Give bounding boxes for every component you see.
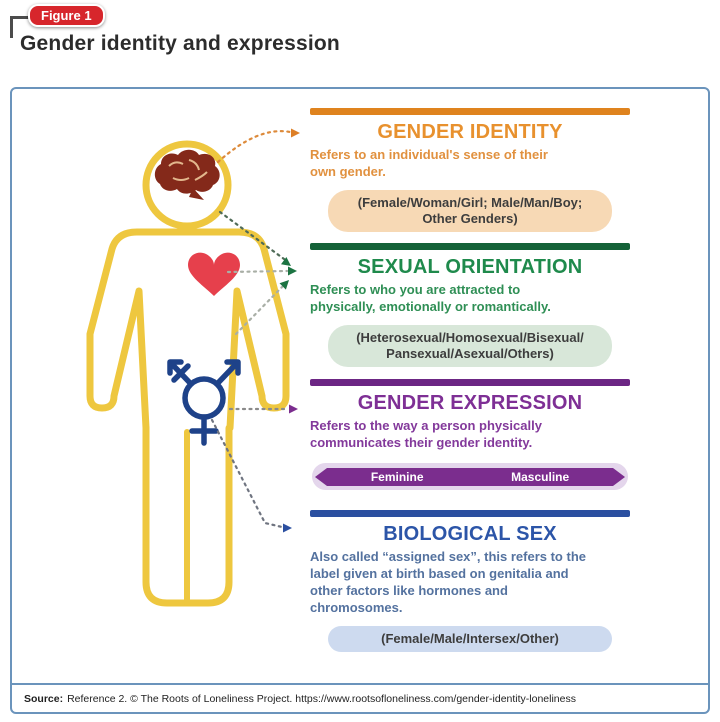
section-bar	[310, 108, 630, 115]
figure-badge: Figure 1	[28, 4, 105, 27]
source-text: Reference 2. © The Roots of Loneliness Project. https://www.rootsofloneliness.com/gender-identity-loneliness	[67, 692, 576, 705]
section-biological-sex	[310, 510, 630, 652]
spectrum-masculine-label: Masculine	[511, 469, 570, 484]
section-description: Refers to the way a person physically communicates their gender identity.	[310, 418, 542, 450]
source-label: Source:	[24, 692, 64, 705]
section-heading: SEXUAL ORIENTATION	[357, 256, 583, 278]
main-box	[10, 87, 710, 714]
section-bar	[310, 379, 630, 386]
section-values-pill: (Heterosexual/Homosexual/Bisexual/ Pansexual/Asexual/Others)	[328, 325, 612, 367]
section-description: Also called “assigned sex”, this refers to the label given at birth based on genitalia and other factors like hormones and chromosomes.	[310, 549, 586, 615]
section-values-pill: (Female/Male/Intersex/Other)	[328, 626, 612, 652]
spectrum-band	[327, 468, 613, 486]
section-heading: BIOLOGICAL SEX	[383, 523, 557, 545]
spectrum-left-arrow-icon	[315, 468, 327, 486]
section-sexual-orientation	[310, 243, 630, 367]
page-title: Gender identity and expression	[20, 32, 340, 55]
section-bar	[310, 510, 630, 517]
source-footer	[12, 683, 708, 712]
section-gender-expression	[310, 379, 630, 490]
gender-expression-spectrum	[312, 463, 628, 490]
section-description: Refers to an individual's sense of their own gender.	[310, 147, 548, 179]
section-values-pill: (Female/Woman/Girl; Male/Man/Boy; Other Genders)	[328, 190, 612, 232]
section-heading: GENDER IDENTITY	[377, 121, 563, 143]
spectrum-right-arrow-icon	[613, 468, 625, 486]
section-heading: GENDER EXPRESSION	[357, 392, 583, 414]
section-description: Refers to who you are attracted to physically, emotionally or romantically.	[310, 282, 551, 314]
section-gender-identity	[310, 108, 630, 232]
spectrum-feminine-label: Feminine	[370, 469, 424, 484]
section-bar	[310, 243, 630, 250]
